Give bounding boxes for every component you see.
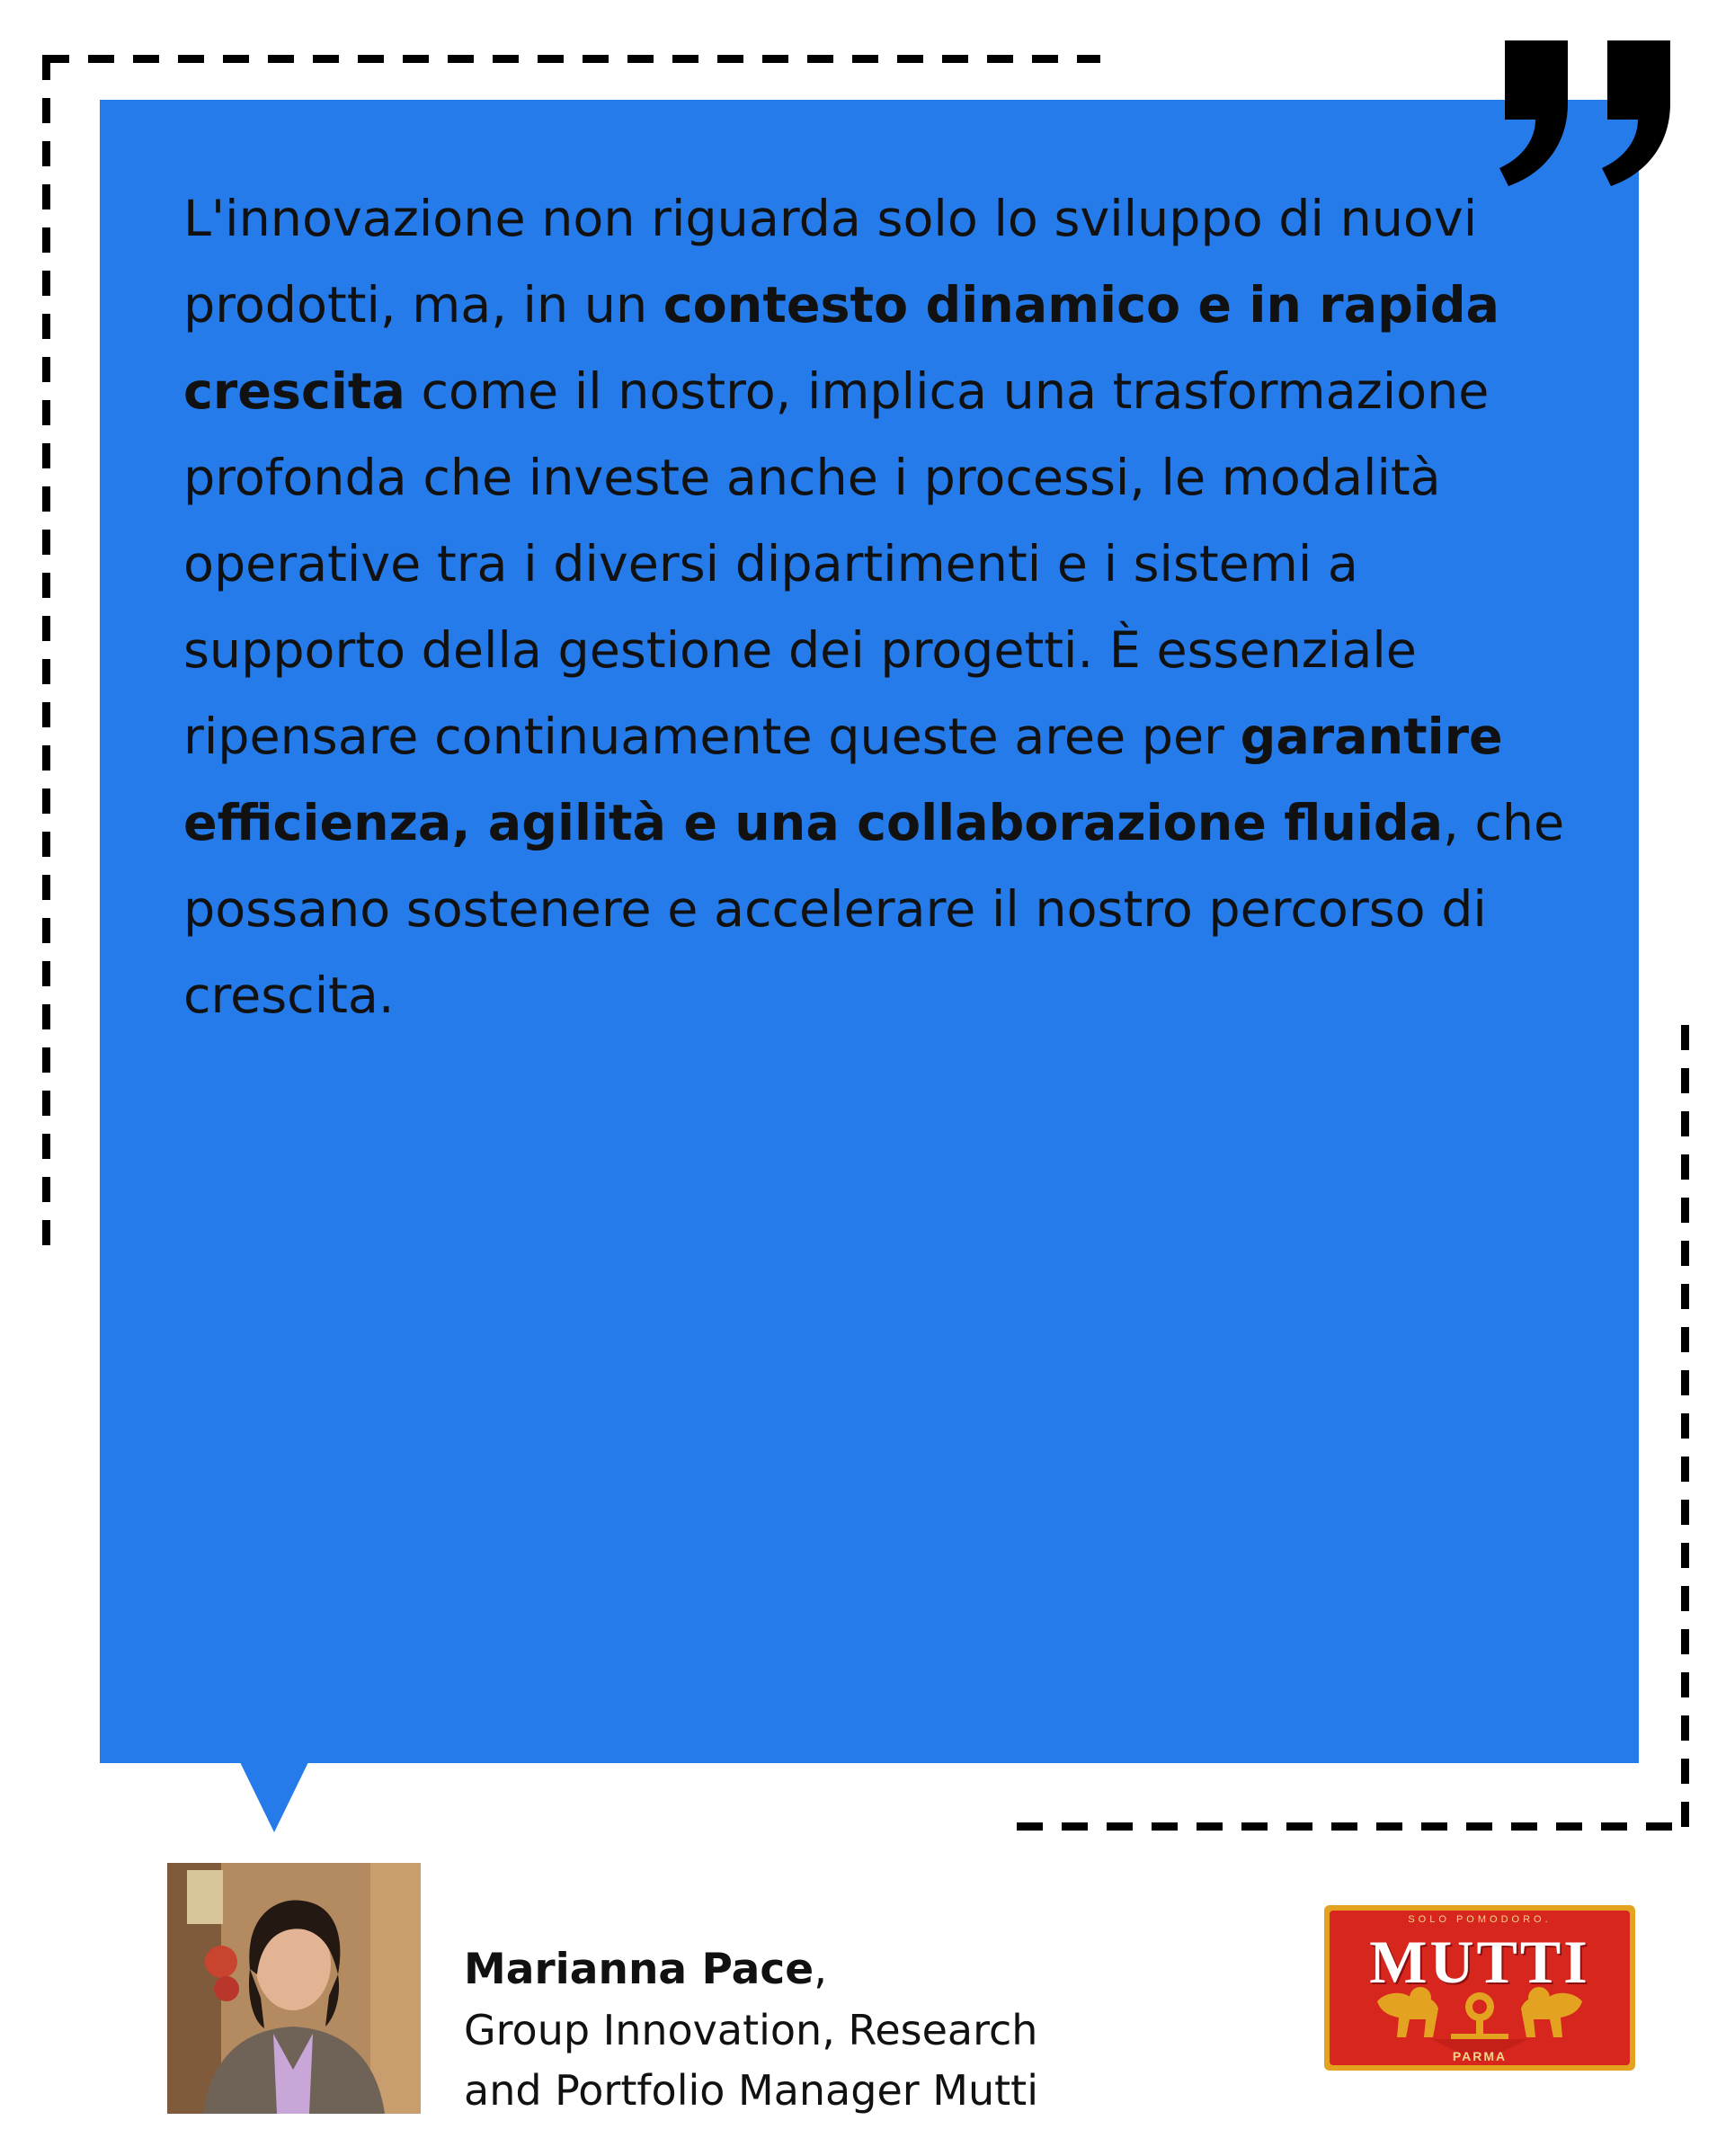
author-role: Group Innovation, Research [464,2006,1038,2054]
quote-segment: come il nostro, implica una trasformazione profonda che investe anche i processi, le modalità operative tra i diversi dipartimenti e i sistemi a supporto della gestione dei progetti. È essenziale ripensare continuamente queste aree per [183,362,1490,766]
quote-text [183,176,1586,1039]
frame-dash-left [42,55,50,1260]
closing-quote-icon [1498,40,1677,193]
author-name-text: Marianna Pace [464,1945,814,1994]
author-name-comma: , [814,1945,828,1994]
mutti-logo [1323,1904,1636,2071]
logo-city: PARMA [1452,2049,1508,2063]
logo-tagline: SOLO POMODORO. [1408,1914,1552,1925]
frame-dash-right [1681,1025,1689,1830]
quote-segment: , che possano sostenere e accelerare il nostro percorso di crescita. [183,794,1565,1025]
quote-bubble-tail [240,1762,308,1832]
author-role: and Portfolio Manager Mutti [464,2066,1038,2115]
quote-segment: L'innovazione non riguarda solo lo sviluppo di nuovi prodotti, ma, in un [183,190,1478,334]
quote-highlight: garantire efficienza, agilità e una collaborazione fluida [183,708,1503,852]
quote-highlight: contesto dinamico e in rapida crescita [183,276,1500,421]
frame-dash-top [43,55,1100,63]
frame-dash-bottom [1017,1822,1689,1831]
logo-brand: MUTTI [1369,1928,1590,1996]
author-name [464,1945,827,1994]
avatar-portrait-icon [167,1863,421,2114]
avatar [167,1863,421,2114]
